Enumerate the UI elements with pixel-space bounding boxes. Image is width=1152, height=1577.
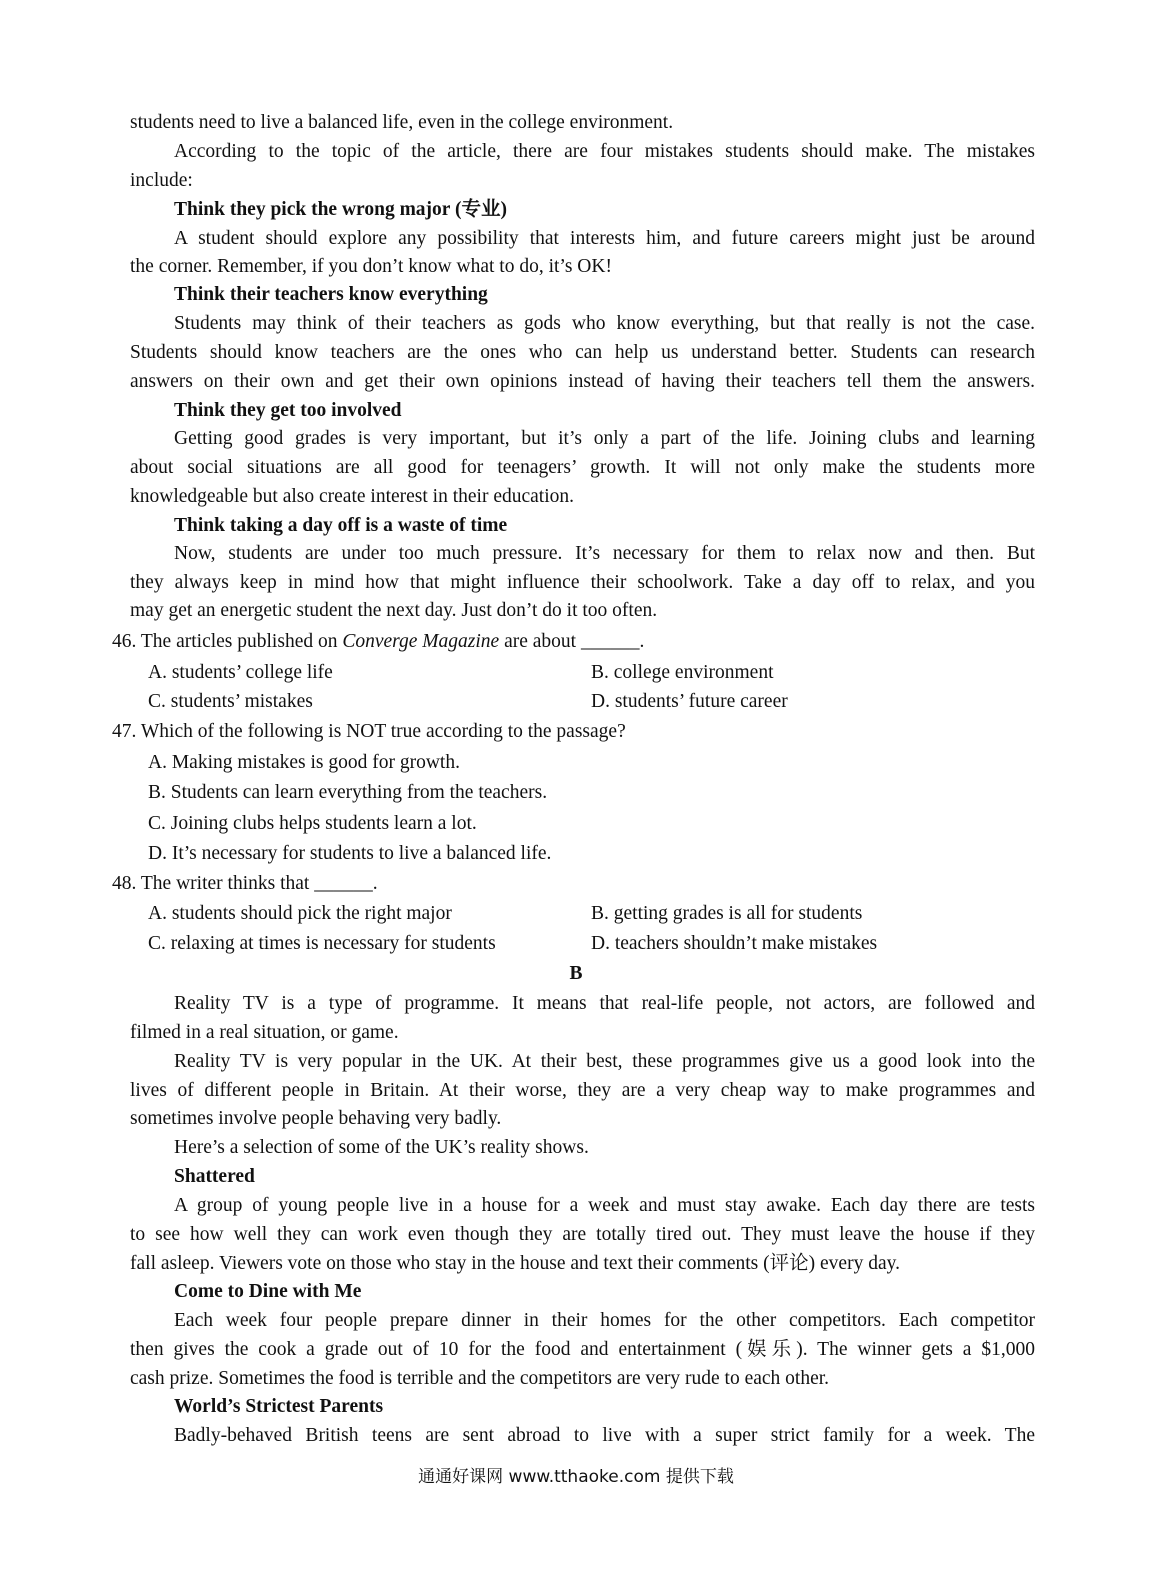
passage-a-line: A student should explore any possibility that interests him, and future careers might just be around	[174, 228, 1035, 249]
passage-b-line: sometimes involve people behaving very badly.	[130, 1108, 502, 1129]
section-heading: Think their teachers know everything	[174, 284, 488, 305]
passage-b-line: then gives the cook a grade out of 10 for the food and entertainment (娱乐). The winner gets a $1,000	[130, 1339, 1035, 1360]
question-46-option-a: A. students’ college life	[148, 662, 333, 683]
passage-a-line: students need to live a balanced life, even in the college environment.	[130, 112, 674, 133]
question-46-stem	[112, 630, 1035, 654]
passage-a-line: According to the topic of the article, there are four mistakes students should make. The mistakes	[174, 141, 1035, 162]
passage-a-line: Students should know teachers are the ones who can help us understand better. Students can research	[130, 342, 1035, 363]
magazine-title: Converge Magazine	[342, 631, 500, 652]
question-48-option-a: A. students should pick the right major	[148, 903, 452, 924]
passage-b-line: lives of different people in Britain. At their worse, they are a very cheap way to make programmes and	[130, 1080, 1035, 1101]
question-48-option-b: B. getting grades is all for students	[591, 903, 863, 924]
question-46-option-c: C. students’ mistakes	[148, 691, 313, 712]
passage-b-line: fall asleep. Viewers vote on those who stay in the house and text their comments (评论) every day.	[130, 1253, 900, 1274]
passage-a-line: they always keep in mind how that might influence their schoolwork. Take a day off to relax, and you	[130, 572, 1035, 593]
passage-b-line: filmed in a real situation, or game.	[130, 1022, 399, 1043]
passage-a-line: Now, students are under too much pressure. It’s necessary for them to relax now and then. But	[174, 543, 1035, 564]
passage-b-line: Each week four people prepare dinner in their homes for the other competitors. Each competitor	[174, 1310, 1035, 1331]
stem-text: are about ______.	[499, 631, 645, 652]
question-48-option-d: D. teachers shouldn’t make mistakes	[591, 933, 878, 954]
question-46-option-b: B. college environment	[591, 662, 774, 683]
stem-text: 46. The articles published on	[112, 631, 343, 652]
question-48-stem: 48. The writer thinks that ______.	[112, 873, 378, 894]
passage-b-line: cash prize. Sometimes the food is terrible and the competitors are very rude to each other.	[130, 1368, 830, 1389]
section-heading: World’s Strictest Parents	[174, 1396, 384, 1417]
question-47-option-a: A. Making mistakes is good for growth.	[148, 752, 460, 773]
section-heading: Come to Dine with Me	[174, 1281, 362, 1302]
question-47-option-d: D. It’s necessary for students to live a balanced life.	[148, 843, 552, 864]
passage-a-line: Students may think of their teachers as gods who know everything, but that really is not the case.	[174, 313, 1035, 334]
passage-a-line: answers on their own and get their own opinions instead of having their teachers tell them the answers.	[130, 371, 1035, 392]
section-heading: Think they pick the wrong major (专业)	[174, 199, 507, 220]
passage-b-line: Reality TV is a type of programme. It means that real-life people, not actors, are followed and	[174, 993, 1035, 1014]
section-heading: Think taking a day off is a waste of time	[174, 515, 508, 536]
passage-a-line: may get an energetic student the next day. Just don’t do it too often.	[130, 600, 658, 621]
passage-a-line: include:	[130, 170, 193, 191]
passage-a-line: Getting good grades is very important, but it’s only a part of the life. Joining clubs and learning	[174, 428, 1035, 449]
question-47-option-b: B. Students can learn everything from the teachers.	[148, 782, 548, 803]
passage-b-line: Badly-behaved British teens are sent abroad to live with a super strict family for a week. The	[174, 1425, 1035, 1446]
passage-a-line: knowledgeable but also create interest in their education.	[130, 486, 574, 507]
page-footer: 通通好课网 www.tthaoke.com 提供下载	[418, 1467, 734, 1487]
passage-a-line: about social situations are all good for teenagers’ growth. It will not only make the students more	[130, 457, 1035, 478]
passage-b-line: Here’s a selection of some of the UK’s reality shows.	[174, 1137, 589, 1158]
passage-a-line: the corner. Remember, if you don’t know what to do, it’s OK!	[130, 256, 612, 277]
section-heading: Think they get too involved	[174, 400, 402, 421]
passage-b-line: A group of young people live in a house for a week and must stay awake. Each day there are tests	[174, 1195, 1035, 1216]
section-heading: Shattered	[174, 1166, 255, 1187]
passage-b-line: to see how well they can work even though they are totally tired out. They must leave the house if they	[130, 1224, 1035, 1245]
passage-b-label: B	[569, 963, 583, 984]
question-46-option-d: D. students’ future career	[591, 691, 788, 712]
passage-b-line: Reality TV is very popular in the UK. At their best, these programmes give us a good look into the	[174, 1051, 1035, 1072]
question-47-stem: 47. Which of the following is NOT true according to the passage?	[112, 721, 626, 742]
question-47-option-c: C. Joining clubs helps students learn a lot.	[148, 813, 477, 834]
question-48-option-c: C. relaxing at times is necessary for students	[148, 933, 496, 954]
